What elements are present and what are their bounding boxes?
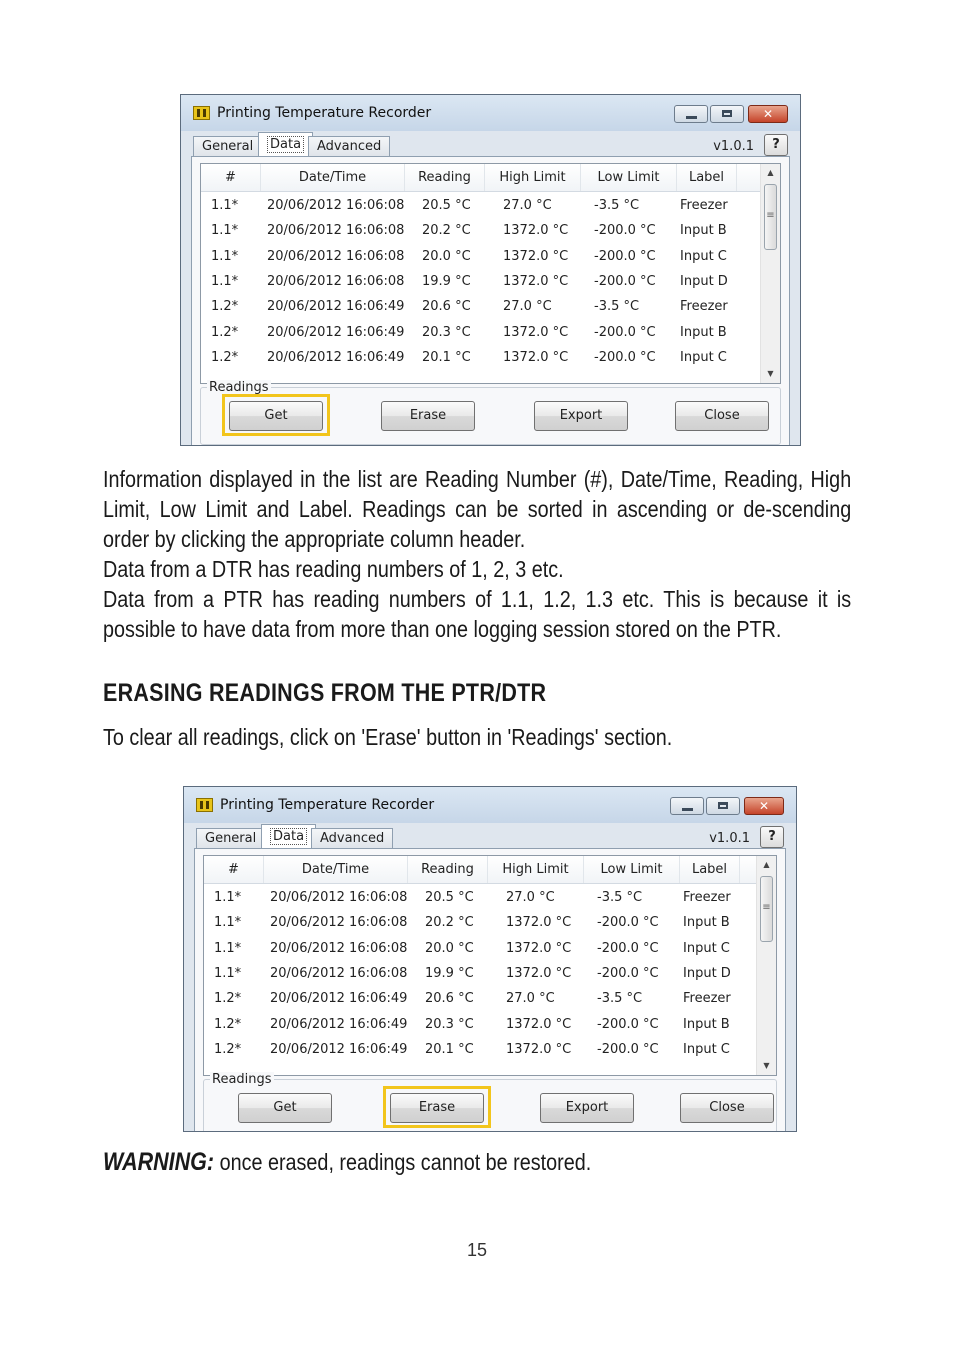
table-row[interactable] xyxy=(204,986,756,1011)
column-header-reading[interactable]: Reading xyxy=(405,164,485,191)
table-cell: -200.0 °C xyxy=(597,1016,659,1032)
table-cell: 20.1 °C xyxy=(422,349,471,365)
table-cell: 19.9 °C xyxy=(422,273,471,289)
table-cell: 1.1* xyxy=(211,198,239,213)
table-cell: 19.9 °C xyxy=(425,965,474,981)
app-window-screenshot-get xyxy=(180,94,801,446)
table-cell: 1.2* xyxy=(211,324,239,340)
table-cell: 20.6 °C xyxy=(422,299,471,315)
table-row[interactable] xyxy=(204,910,756,935)
paragraph-erase-instructions: To clear all readings, click on 'Erase' button in 'Readings' section. xyxy=(103,724,673,750)
warning-note xyxy=(103,1147,591,1177)
scroll-up-icon[interactable]: ▲ xyxy=(763,860,770,869)
tab-data-label: Data xyxy=(267,136,304,153)
tab-general[interactable]: General xyxy=(196,828,265,848)
table-cell: 20/06/2012 16:06:49 xyxy=(267,324,405,340)
readings-list[interactable] xyxy=(203,855,777,1076)
table-cell: 1372.0 °C xyxy=(506,1041,572,1057)
table-cell: 27.0 °C xyxy=(503,198,552,213)
table-cell: 20/06/2012 16:06:49 xyxy=(270,991,408,1007)
table-cell: 1.1* xyxy=(211,223,239,239)
tab-data[interactable] xyxy=(258,132,313,157)
scroll-thumb[interactable]: ≡ xyxy=(764,184,777,250)
get-button[interactable]: Get xyxy=(238,1093,332,1123)
table-cell: 1372.0 °C xyxy=(506,965,572,981)
data-panel xyxy=(194,848,786,1131)
table-row[interactable] xyxy=(201,294,760,319)
column-header-reading[interactable]: Reading xyxy=(408,856,488,883)
table-cell: -200.0 °C xyxy=(594,223,656,239)
title-bar[interactable] xyxy=(181,95,800,131)
app-icon xyxy=(196,798,213,812)
table-cell: Input B xyxy=(680,324,727,340)
table-cell: 20/06/2012 16:06:08 xyxy=(270,890,408,905)
column-header-label[interactable]: Label xyxy=(680,856,740,883)
erase-button[interactable]: Erase xyxy=(390,1093,484,1123)
tab-advanced[interactable]: Advanced xyxy=(308,136,390,156)
table-cell: 1372.0 °C xyxy=(506,915,572,931)
table-cell: 20.5 °C xyxy=(425,890,474,905)
table-cell: 20/06/2012 16:06:08 xyxy=(270,915,408,931)
table-cell: 20/06/2012 16:06:49 xyxy=(270,1041,408,1057)
tab-general[interactable]: General xyxy=(193,136,262,156)
table-cell: 20.1 °C xyxy=(425,1041,474,1057)
close-button[interactable]: Close xyxy=(675,401,769,431)
table-row[interactable] xyxy=(201,218,760,243)
table-cell: Input D xyxy=(683,965,731,981)
close-window-icon[interactable] xyxy=(748,105,788,123)
table-cell: 20/06/2012 16:06:08 xyxy=(267,248,405,264)
close-button[interactable]: Close xyxy=(680,1093,774,1123)
table-cell: 20.3 °C xyxy=(425,1016,474,1032)
erase-button[interactable]: Erase xyxy=(381,401,475,431)
list-scrollbar[interactable] xyxy=(760,164,780,383)
table-cell: Input C xyxy=(683,1041,730,1057)
readings-group-label: Readings xyxy=(209,380,269,395)
table-cell: 20/06/2012 16:06:08 xyxy=(267,223,405,239)
table-cell: Input B xyxy=(683,915,730,931)
column-header-high-limit[interactable]: High Limit xyxy=(485,164,581,191)
table-cell: -3.5 °C xyxy=(594,198,640,213)
tab-data[interactable] xyxy=(261,824,316,849)
table-cell: 1.1* xyxy=(211,273,239,289)
table-cell: Freezer xyxy=(680,198,728,213)
table-cell: 20.3 °C xyxy=(422,324,471,340)
table-row[interactable] xyxy=(201,244,760,269)
table-cell: 1372.0 °C xyxy=(503,349,569,365)
table-cell: 1372.0 °C xyxy=(503,248,569,264)
column-header-number[interactable]: # xyxy=(201,164,261,191)
scroll-down-icon[interactable]: ▼ xyxy=(767,369,774,378)
warning-text: once erased, readings cannot be restored. xyxy=(219,1149,592,1175)
table-cell: -200.0 °C xyxy=(597,915,659,931)
window-title: Printing Temperature Recorder xyxy=(220,797,435,813)
table-cell: Input C xyxy=(683,940,730,956)
table-cell: -200.0 °C xyxy=(594,324,656,340)
readings-list[interactable] xyxy=(200,163,781,384)
table-cell: Input B xyxy=(680,223,727,239)
readings-group xyxy=(200,380,781,445)
tab-data-label: Data xyxy=(270,828,307,845)
column-header-low-limit[interactable]: Low Limit xyxy=(581,164,677,191)
table-cell: 1.1* xyxy=(214,940,242,956)
table-cell: -200.0 °C xyxy=(597,940,659,956)
table-cell: 27.0 °C xyxy=(506,890,555,905)
window-title: Printing Temperature Recorder xyxy=(217,105,432,121)
table-cell: Freezer xyxy=(680,299,728,315)
scroll-thumb[interactable]: ≡ xyxy=(760,876,773,942)
table-cell: 1372.0 °C xyxy=(506,940,572,956)
help-button[interactable]: ? xyxy=(760,826,784,848)
table-cell: 1372.0 °C xyxy=(503,223,569,239)
warning-label: WARNING: xyxy=(103,1148,215,1176)
table-cell: 20/06/2012 16:06:49 xyxy=(267,349,405,365)
table-cell: 20.2 °C xyxy=(425,915,474,931)
table-row[interactable] xyxy=(201,269,760,294)
table-row[interactable] xyxy=(204,1037,756,1062)
maximize-icon[interactable] xyxy=(706,797,740,815)
table-cell: -200.0 °C xyxy=(597,965,659,981)
table-cell: 1.2* xyxy=(214,1041,242,1057)
column-header-high-limit[interactable]: High Limit xyxy=(488,856,584,883)
title-bar[interactable] xyxy=(184,787,796,823)
table-cell: Input C xyxy=(680,349,727,365)
table-row[interactable] xyxy=(201,345,760,370)
scroll-down-icon[interactable]: ▼ xyxy=(763,1061,770,1070)
column-header-label[interactable]: Label xyxy=(677,164,737,191)
table-cell: 20/06/2012 16:06:08 xyxy=(267,273,405,289)
export-button[interactable]: Export xyxy=(534,401,628,431)
data-panel xyxy=(191,156,790,445)
table-cell: Freezer xyxy=(683,890,731,905)
table-cell: 20/06/2012 16:06:08 xyxy=(270,940,408,956)
table-cell: 20/06/2012 16:06:08 xyxy=(267,198,405,213)
table-cell: 20/06/2012 16:06:08 xyxy=(270,965,408,981)
table-row[interactable] xyxy=(204,885,756,910)
table-cell: 27.0 °C xyxy=(503,299,552,315)
readings-group-label: Readings xyxy=(212,1072,272,1087)
scroll-up-icon[interactable]: ▲ xyxy=(767,168,774,177)
table-row[interactable] xyxy=(201,193,760,218)
page-number: 15 xyxy=(466,1240,488,1260)
highlight-box-erase xyxy=(383,1086,491,1128)
table-cell: -200.0 °C xyxy=(597,1041,659,1057)
help-button[interactable]: ? xyxy=(764,134,788,156)
table-cell: Input C xyxy=(680,248,727,264)
column-header-number[interactable]: # xyxy=(204,856,264,883)
table-row[interactable] xyxy=(204,961,756,986)
section-heading: ERASING READINGS FROM THE PTR/DTR xyxy=(103,679,547,707)
table-row[interactable] xyxy=(201,320,760,345)
paragraph-dtr-numbers: Data from a DTR has reading numbers of 1, 2, 3 etc. xyxy=(103,556,564,582)
paragraph-ptr-numbers: Data from a PTR has reading numbers of 1.1, 1.2, 1.3 etc. This is because it is possible to have data from more than one logging session stored on the PTR. xyxy=(103,586,852,642)
table-cell: 1.2* xyxy=(211,349,239,365)
table-row[interactable] xyxy=(204,1012,756,1037)
paragraph-list-info: Information displayed in the list are Reading Number (#), Date/Time, Reading, High Limit, Low Limit and Label. Readings can be sorted in ascending or de-scending order by clicking the appropriate column header. xyxy=(103,466,852,552)
table-cell: 1.2* xyxy=(214,1016,242,1032)
table-row[interactable] xyxy=(204,936,756,961)
table-cell: Input B xyxy=(683,1016,730,1032)
table-cell: 1372.0 °C xyxy=(503,273,569,289)
table-cell: 1.1* xyxy=(211,248,239,264)
table-cell: 27.0 °C xyxy=(506,991,555,1007)
table-cell: 20.6 °C xyxy=(425,991,474,1007)
table-cell: 20/06/2012 16:06:49 xyxy=(267,299,405,315)
version-label: v1.0.1 xyxy=(709,831,750,846)
table-cell: -200.0 °C xyxy=(594,248,656,264)
table-cell: -3.5 °C xyxy=(597,991,643,1007)
export-button[interactable]: Export xyxy=(540,1093,634,1123)
highlight-box-get xyxy=(222,394,330,436)
table-cell: -3.5 °C xyxy=(594,299,640,315)
readings-group xyxy=(203,1072,777,1132)
table-cell: 20.0 °C xyxy=(422,248,471,264)
table-cell: -200.0 °C xyxy=(594,349,656,365)
table-cell: 1.1* xyxy=(214,965,242,981)
table-cell: 20/06/2012 16:06:49 xyxy=(270,1016,408,1032)
app-window-screenshot-erase xyxy=(183,786,797,1132)
table-cell: Freezer xyxy=(683,991,731,1007)
minimize-icon[interactable] xyxy=(674,105,708,123)
table-cell: -200.0 °C xyxy=(594,273,656,289)
close-window-icon[interactable] xyxy=(744,797,784,815)
table-cell: 1372.0 °C xyxy=(506,1016,572,1032)
table-cell: 20.0 °C xyxy=(425,940,474,956)
list-header xyxy=(201,164,760,192)
table-cell: 20.2 °C xyxy=(422,223,471,239)
version-label: v1.0.1 xyxy=(713,139,754,154)
column-header-datetime[interactable]: Date/Time xyxy=(264,856,408,883)
list-header xyxy=(204,856,756,884)
column-header-datetime[interactable]: Date/Time xyxy=(261,164,405,191)
table-cell: 1.2* xyxy=(211,299,239,315)
list-scrollbar[interactable] xyxy=(756,856,776,1075)
table-cell: -3.5 °C xyxy=(597,890,643,905)
table-cell: 20.5 °C xyxy=(422,198,471,213)
maximize-icon[interactable] xyxy=(710,105,744,123)
table-cell: 1.2* xyxy=(214,991,242,1007)
column-header-low-limit[interactable]: Low Limit xyxy=(584,856,680,883)
table-cell: 1.1* xyxy=(214,890,242,905)
tab-advanced[interactable]: Advanced xyxy=(311,828,393,848)
table-cell: Input D xyxy=(680,273,728,289)
app-icon xyxy=(193,106,210,120)
table-cell: 1.1* xyxy=(214,915,242,931)
get-button[interactable]: Get xyxy=(229,401,323,431)
table-cell: 1372.0 °C xyxy=(503,324,569,340)
minimize-icon[interactable] xyxy=(670,797,704,815)
